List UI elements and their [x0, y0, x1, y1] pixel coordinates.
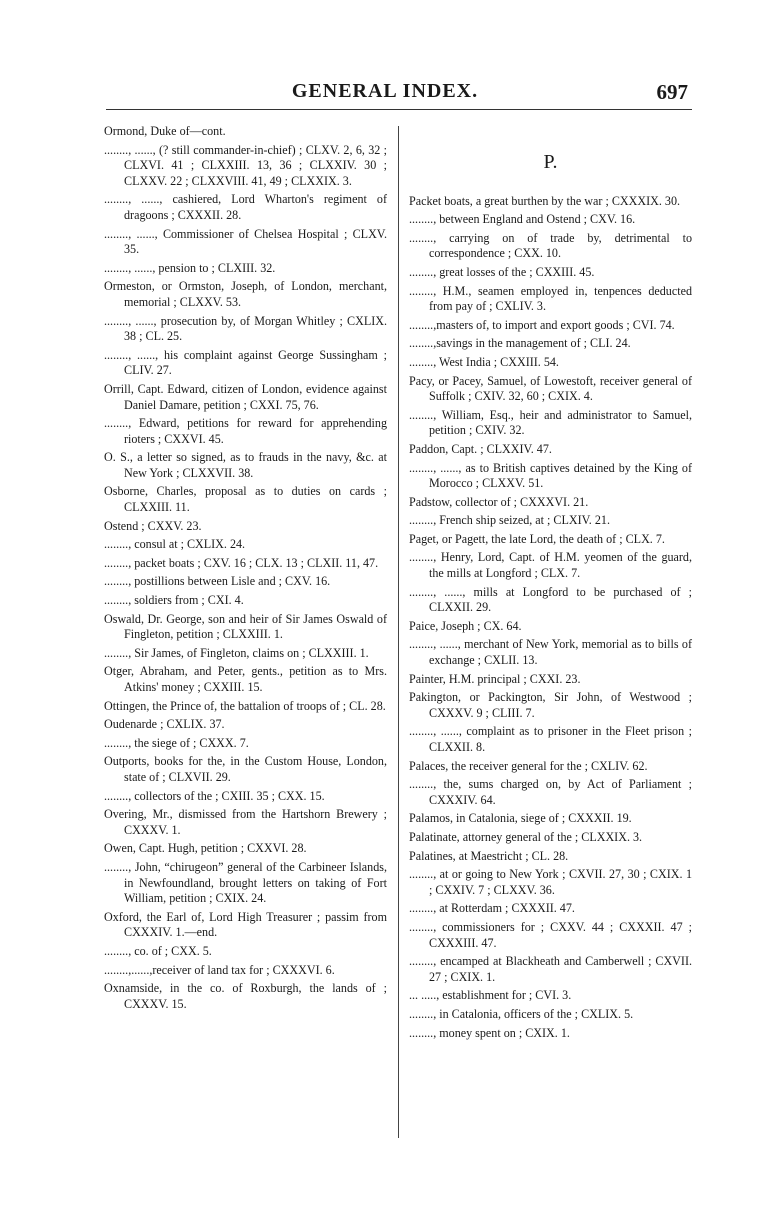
index-entry: ........, French ship seized, at ; CLXIV. 21.	[409, 513, 610, 528]
index-entry: ........, ......, cashiered, Lord Wharton's regiment of dragoons ; CXXXII. 28.	[104, 192, 387, 222]
index-entry: Overing, Mr., dismissed from the Hartshorn Brewery ; CXXXV. 1.	[104, 807, 387, 837]
index-entry: ........, in Catalonia, officers of the ; CXLIX. 5.	[409, 1006, 634, 1021]
index-entry: ........, soldiers from ; CXI. 4.	[104, 593, 244, 608]
index-entry: ........, ......, his complaint against George Sussingham ; CLIV. 27.	[104, 347, 387, 378]
index-entry: Ostend ; CXXV. 23.	[104, 518, 202, 533]
index-entry: Paget, or Pagett, the late Lord, the death of ; CLX. 7.	[409, 531, 665, 546]
index-entry: Ottingen, the Prince of, the battalion of troops of ; CL. 28.	[104, 698, 386, 713]
index-entry: ........, Sir James, of Fingleton, claims on ; CLXXIII. 1.	[104, 645, 369, 660]
index-entry: Outports, books for the, in the Custom House, London, state of ; CLXVII. 29.	[104, 754, 387, 784]
index-entry: ........, between England and Ostend ; CXV. 16.	[409, 212, 636, 227]
column-divider	[398, 126, 399, 1138]
index-entry: Packet boats, a great burthen by the war ; CXXXIX. 30.	[409, 193, 681, 208]
right-column	[409, 124, 692, 1044]
index-entry: ........, ......, merchant of New York, memorial as to bills of exchange ; CXLII. 13.	[409, 637, 692, 668]
index-entry: ... ....., establishment for ; CVI. 3.	[409, 988, 572, 1003]
index-entry: Paice, Joseph ; CX. 64.	[409, 618, 522, 633]
index-entry: Painter, H.M. principal ; CXXI. 23.	[409, 671, 581, 686]
index-entry: Oxford, the Earl of, Lord High Treasurer ; passim from CXXXIV. 1.—end.	[104, 909, 387, 940]
index-entry: ........, ......, complaint as to prisoner in the Fleet prison ; CLXXII. 8.	[409, 724, 692, 754]
index-entry: ........, carrying on of trade by, detrimental to correspondence ; CXX. 10.	[409, 230, 692, 261]
index-entry: ........, co. of ; CXX. 5.	[104, 943, 212, 958]
index-entry: Palaces, the receiver general for the ; CXLIV. 62.	[409, 758, 648, 773]
index-entry: Otger, Abraham, and Peter, gents., petition as to Mrs. Atkins' money ; CXXIII. 15.	[104, 664, 387, 694]
index-entry: ........, postillions between Lisle and ; CXV. 16.	[104, 574, 331, 589]
index-entry: Oxnamside, in the co. of Roxburgh, the lands of ; CXXXV. 15.	[104, 981, 387, 1011]
index-entry: ........,savings in the management of ; CLI. 24.	[409, 336, 631, 351]
index-entry: ........, the, sums charged on, by Act of Parliament ; CXXXIV. 64.	[409, 777, 692, 807]
page-title: GENERAL INDEX.	[291, 80, 479, 102]
index-entry: Palatinate, attorney general of the ; CLXXIX. 3.	[409, 829, 643, 844]
index-entry: Oudenarde ; CXLIX. 37.	[104, 717, 225, 732]
page-number: 697	[656, 80, 688, 104]
index-entry: Paddon, Capt. ; CLXXIV. 47.	[409, 441, 552, 456]
index-entry: ........, Edward, petitions for reward for apprehending rioters ; CXXVI. 45.	[104, 416, 387, 446]
index-entry: ........, encamped at Blackheath and Camberwell ; CXVII. 27 ; CXIX. 1.	[409, 954, 692, 984]
index-entry: ........, packet boats ; CXV. 16 ; CLX. 13 ; CLXII. 11, 47.	[104, 555, 379, 570]
index-entry: ........, collectors of the ; CXIII. 35 ; CXX. 15.	[104, 788, 325, 803]
index-entry: Orrill, Capt. Edward, citizen of London, evidence against Daniel Damare, petition ; CXXI. 75, 76.	[104, 381, 387, 412]
index-entry: ........, William, Esq., heir and administrator to Samuel, petition ; CXIV. 32.	[409, 407, 692, 438]
index-entry: ........, at Rotterdam ; CXXXII. 47.	[409, 901, 575, 916]
index-entry: O. S., a letter so signed, as to frauds in the navy, &c. at New York ; CLXXVII. 38.	[104, 450, 387, 480]
index-entry: ........, ......, pension to ; CLXIII. 32.	[104, 260, 276, 275]
index-entry: ........, ......, prosecution by, of Morgan Whitley ; CXLIX. 38 ; CL. 25.	[104, 313, 387, 344]
index-entry: ........, great losses of the ; CXXIII. 45.	[409, 264, 595, 279]
index-entry: ........, money spent on ; CXIX. 1.	[409, 1025, 570, 1040]
index-entry: Osborne, Charles, proposal as to duties on cards ; CLXXIII. 11.	[104, 484, 387, 515]
index-entry: Pacy, or Pacey, Samuel, of Lowestoft, receiver general of Suffolk ; CXIV. 32, 60 ; CXIX. 4.	[409, 373, 692, 404]
index-entry: Ormeston, or Ormston, Joseph, of London, merchant, memorial ; CLXXV. 53.	[104, 279, 387, 309]
index-entry: ........, commissioners for ; CXXV. 44 ; CXXXII. 47 ; CXXXIII. 47.	[409, 919, 692, 950]
index-entry: Palatines, at Maestricht ; CL. 28.	[409, 848, 569, 863]
index-entry: ........, the siege of ; CXXX. 7.	[104, 735, 249, 750]
index-entry: ........, Henry, Lord, Capt. of H.M. yeomen of the guard, the mills at Longford ; CLX. 7.	[409, 550, 692, 581]
index-entry: Pakington, or Packington, Sir John, of Westwood ; CXXXV. 9 ; CLIII. 7.	[409, 690, 692, 720]
index-entry: ........, ......, mills at Longford to be purchased of ; CLXXII. 29.	[409, 584, 692, 615]
index-entry: ........, at or going to New York ; CXVII. 27, 30 ; CXIX. 1 ; CXXIV. 7 ; CLXXV. 36.	[409, 867, 692, 897]
index-entry: ........, West India ; CXXIII. 54.	[409, 354, 559, 369]
index-entry: ........, ......, as to British captives detained by the King of Morocco ; CLXXV. 51.	[409, 460, 692, 491]
index-entry: ........, consul at ; CXLIX. 24.	[104, 537, 246, 552]
index-entry: Owen, Capt. Hugh, petition ; CXXVI. 28.	[104, 841, 307, 856]
index-entry: Palamos, in Catalonia, siege of ; CXXXII. 19.	[409, 811, 632, 826]
index-entry: Ormond, Duke of—cont.	[104, 124, 226, 138]
index-entry: ........,......,receiver of land tax for ; CXXXVI. 6.	[104, 962, 335, 977]
index-entry: Padstow, collector of ; CXXXVI. 21.	[409, 494, 589, 509]
left-column	[104, 124, 387, 1015]
index-entry: ........, ......, Commissioner of Chelsea Hospital ; CLXV. 35.	[104, 226, 387, 257]
index-entry: ........, H.M., seamen employed in, tenpences deducted from pay of ; CXLIV. 3.	[409, 283, 692, 314]
index-entry: ........,masters of, to import and export goods ; CVI. 74.	[409, 317, 675, 332]
section-letter: P.	[543, 151, 558, 173]
index-entry: Oswald, Dr. George, son and heir of Sir James Oswald of Fingleton, petition ; CLXXIII. 1.	[104, 611, 387, 642]
header-rule	[106, 109, 692, 110]
index-entry: ........, John, “chirugeon” general of the Carbineer Islands, in Newfoundland, brought letters on taking of Fort William, petition ; CXIX. 24.	[104, 859, 387, 906]
index-entry: ........, ......, (? still commander-in-chief) ; CLXV. 2, 6, 32 ; CLXVI. 41 ; CLXXIII. 13, 36 ; CLXXIV. 30 ; CLXXV. 22 ; CLXXVIII. 41, 49 ; CLXXIX. 3.	[104, 142, 387, 188]
